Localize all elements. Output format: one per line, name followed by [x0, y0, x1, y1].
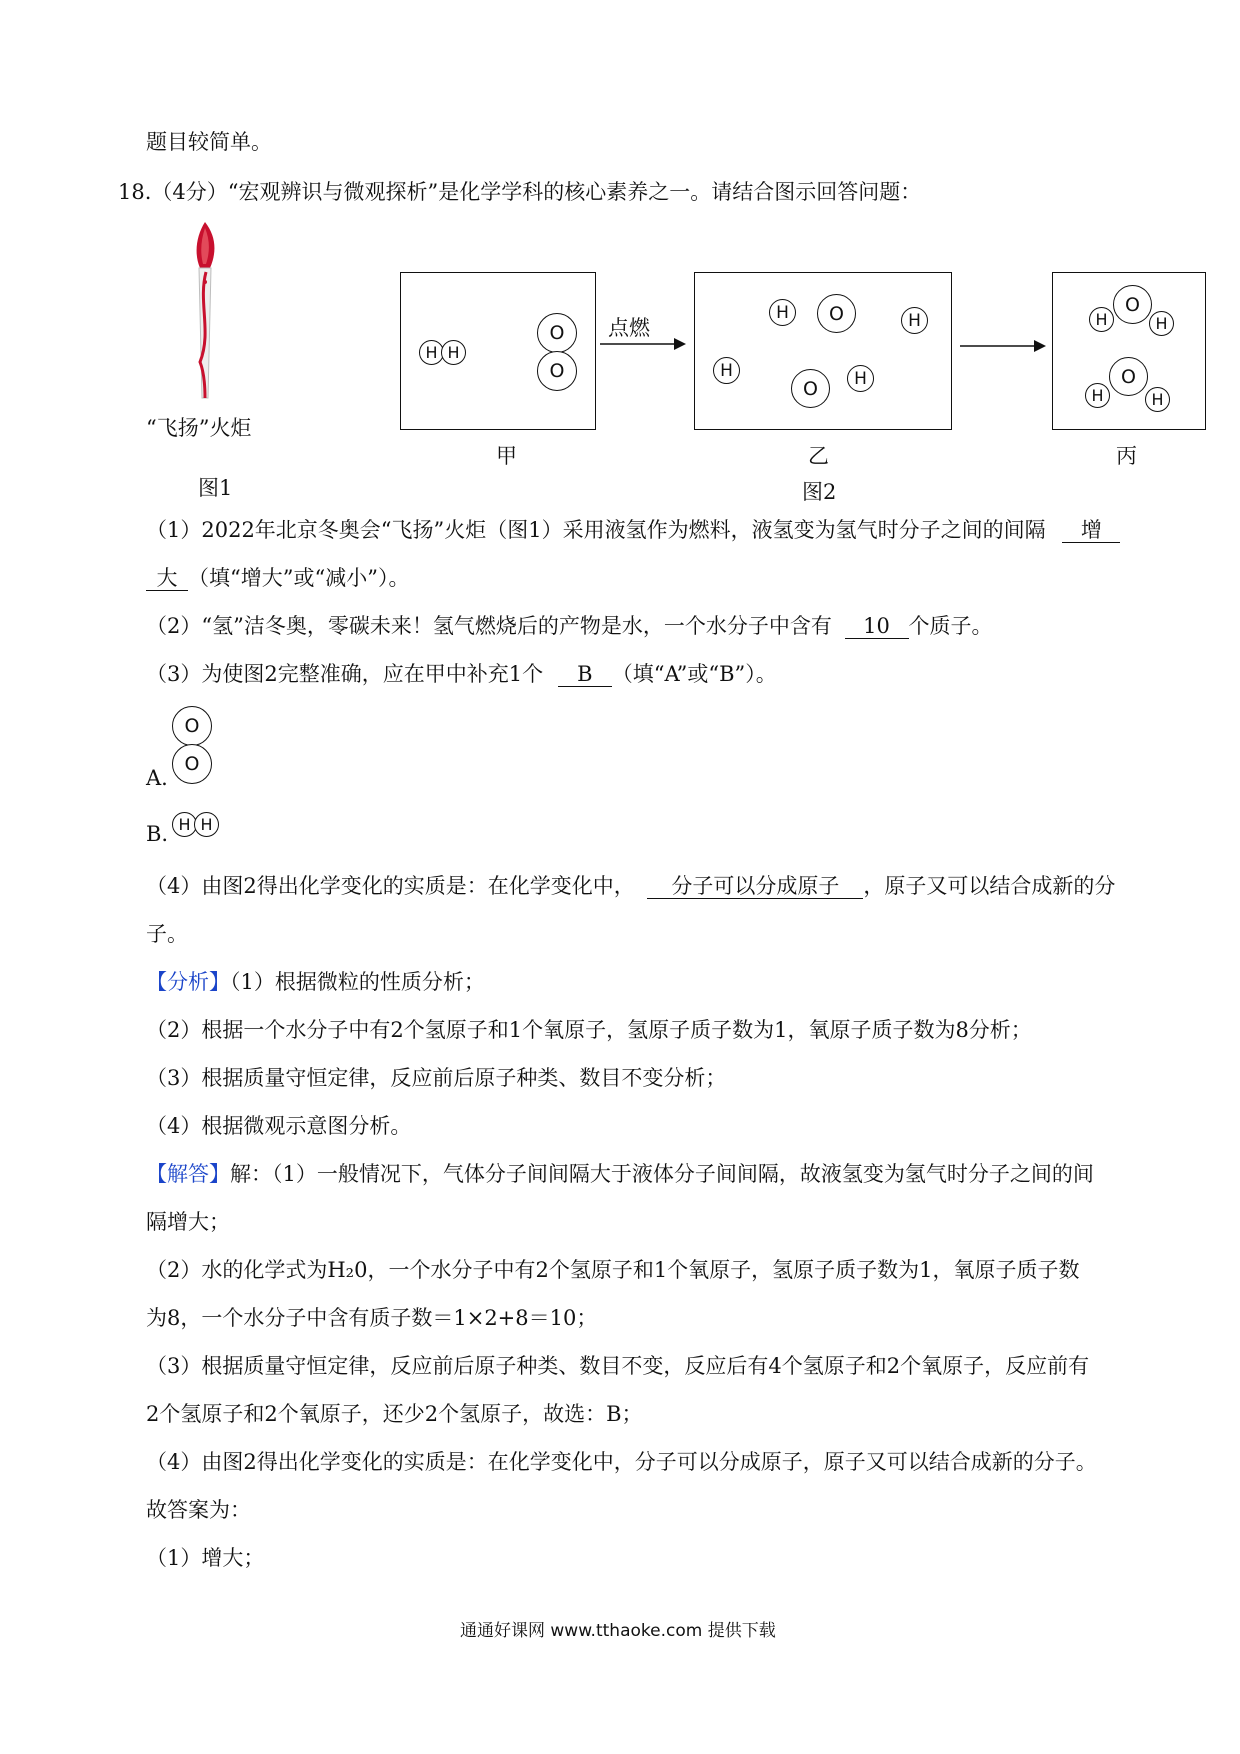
option-b-label: B. [146, 822, 169, 846]
atom-h: H [1149, 311, 1174, 336]
atom-h: H [713, 357, 740, 384]
solution-text-1: 解：（1）一般情况下，气体分子间间隔大于液体分子间间隔，故液氢变为氢气时分子之间的间 [230, 1162, 1094, 1186]
solution-line-3: （3）根据质量守恒定律，反应前后原子种类、数目不变，反应后有4个氢原子和2个氧原子，反应前有 [146, 1354, 1090, 1378]
arrow-icon [960, 338, 1046, 354]
atom-h: H [1145, 387, 1170, 412]
solution-tag: 【解答】 [146, 1162, 230, 1186]
q2-line [146, 612, 993, 640]
option-a-atom-o: O [172, 706, 212, 746]
q2-text: （2）“氢”洁冬奥，零碳未来！氢气燃烧后的产物是水，一个水分子中含有 [146, 614, 832, 638]
q1-answer-blank: 增 [1062, 518, 1120, 543]
q4-tail: ，原子又可以结合成新的分 [863, 874, 1116, 898]
q4-line [146, 872, 1115, 900]
atom-h: H [847, 365, 874, 392]
analysis-text-1: （1）根据微粒的性质分析； [230, 970, 485, 994]
box-yi [694, 272, 952, 430]
solution-line-6: （1）增大； [146, 1546, 265, 1570]
box-bing [1052, 272, 1206, 430]
analysis-line-4: （4）根据微观示意图分析。 [146, 1114, 412, 1138]
atom-o: O [1109, 357, 1148, 396]
solution-line-1b: 隔增大； [146, 1210, 230, 1234]
q2-answer-blank: 10 [845, 614, 909, 639]
label-jia: 甲 [496, 444, 517, 468]
q1-text: （1）2022年北京冬奥会“飞扬”火炬（图1）采用液氢作为燃料，液氢变为氢气时分子之间的间隔 [146, 518, 1046, 542]
solution-line-2: （2）水的化学式为H₂0，一个水分子中有2个氢原子和1个氧原子，氢原子质子数为1，氧原子质子数 [146, 1258, 1080, 1282]
label-bing: 丙 [1116, 444, 1137, 468]
atom-o: O [791, 369, 830, 408]
solution-line-2b: 为8，一个水分子中含有质子数＝1×2+8＝10； [146, 1306, 598, 1330]
q1-answer-blank-2: 大 [146, 566, 188, 591]
analysis-tag: 【分析】 [146, 970, 230, 994]
option-a-atom-o: O [172, 744, 212, 784]
option-b-atom-h: H [194, 812, 219, 837]
q2-tail: 个质子。 [908, 614, 993, 638]
atom-h: H [1089, 307, 1114, 332]
fig2-label: 图2 [802, 480, 837, 504]
q3-text: （3）为使图2完整准确，应在甲中补充1个 [146, 662, 544, 686]
q1-line [146, 516, 1120, 544]
label-yi: 乙 [808, 444, 829, 468]
atom-h: H [419, 340, 444, 365]
atom-o: O [537, 313, 577, 353]
solution-line-3b: 2个氢原子和2个氧原子，还少2个氢原子，故选：B； [146, 1402, 643, 1426]
solution-line-5: 故答案为： [146, 1498, 251, 1522]
page-footer: 通通好课网 www.tthaoke.com 提供下载 [460, 1621, 776, 1641]
solution-line-1 [146, 1160, 1094, 1188]
analysis-line-3: （3）根据质量守恒定律，反应前后原子种类、数目不变分析； [146, 1066, 727, 1090]
q1-tail: （填“增大”或“减小”）。 [188, 566, 410, 590]
fig1-caption: “飞扬”火炬 [146, 416, 252, 440]
fig1-label: 图1 [198, 476, 233, 500]
question-header: 18.（4分）“宏观辨识与微观探析”是化学学科的核心素养之一。请结合图示回答问题： [118, 180, 922, 204]
solution-line-4: （4）由图2得出化学变化的实质是：在化学变化中，分子可以分成原子，原子又可以结合成新的分子。 [146, 1450, 1097, 1474]
option-a-label: A. [146, 766, 168, 790]
q1-line-2 [146, 564, 409, 592]
atom-o: O [1113, 285, 1152, 324]
q3-tail: （填“A”或“B”）。 [611, 662, 777, 686]
arrow-label: 点燃 [608, 316, 650, 340]
atom-o: O [537, 351, 577, 391]
option-b-atom-h: H [172, 812, 197, 837]
q4-tail-2: 子。 [146, 922, 188, 946]
q4-text: （4）由图2得出化学变化的实质是：在化学变化中， [146, 874, 635, 898]
torch-icon [186, 222, 224, 402]
q4-answer-blank: 分子可以分成原子 [647, 874, 863, 899]
atom-h: H [441, 340, 466, 365]
q3-line [146, 660, 777, 688]
atom-o: O [817, 294, 856, 333]
analysis-line-1 [146, 968, 485, 996]
box-jia [400, 272, 596, 430]
analysis-line-2: （2）根据一个水分子中有2个氢原子和1个氧原子，氢原子质子数为1，氧原子质子数为8分析； [146, 1018, 1032, 1042]
atom-h: H [901, 307, 928, 334]
atom-h: H [1085, 383, 1110, 408]
reaction-arrow-icon [600, 336, 686, 352]
q3-answer-blank: B [558, 662, 612, 687]
intro-tail: 题目较简单。 [146, 130, 272, 154]
atom-h: H [769, 299, 796, 326]
